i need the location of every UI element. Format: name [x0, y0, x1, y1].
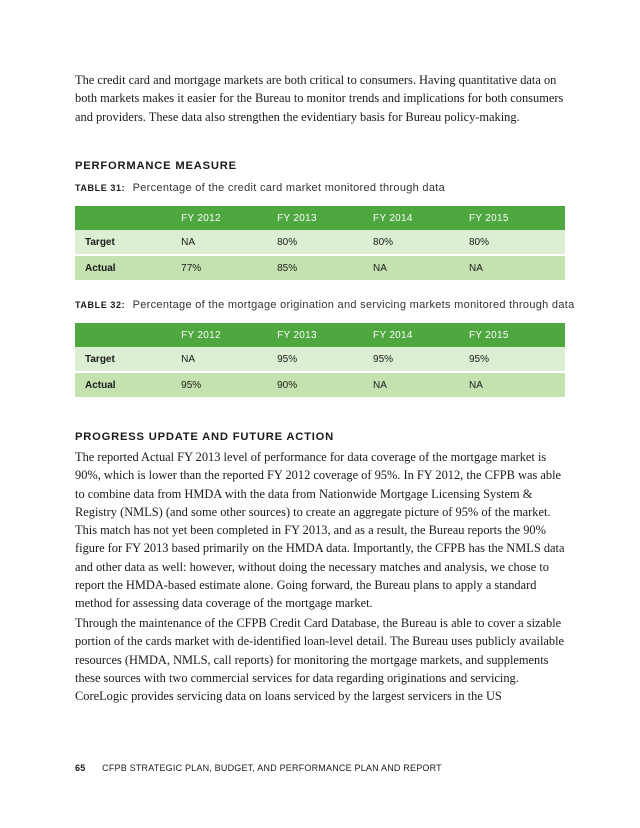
table-cell: 95%: [277, 347, 373, 372]
table31-label: TABLE 31:: [75, 183, 126, 193]
page-number: 65: [75, 763, 86, 773]
table31-header-cell: FY 2013: [277, 206, 373, 230]
table32-header-cell: FY 2012: [181, 323, 277, 347]
table32-label: TABLE 32:: [75, 300, 126, 310]
table32: [75, 323, 565, 397]
table31-header-cell: FY 2015: [469, 206, 565, 230]
table-cell: 77%: [181, 255, 277, 280]
row-label: Target: [75, 230, 181, 255]
row-label: Target: [75, 347, 181, 372]
row-label: Actual: [75, 255, 181, 280]
table31-caption-text: Percentage of the credit card market monitored through data: [132, 182, 446, 194]
row-label: Actual: [75, 372, 181, 397]
table-cell: NA: [181, 347, 277, 372]
table-cell: 80%: [277, 230, 373, 255]
table-cell: NA: [469, 372, 565, 397]
table32-header-cell: FY 2013: [277, 323, 373, 347]
table-cell: 95%: [373, 347, 469, 372]
table-cell: 80%: [469, 230, 565, 255]
progress-paragraph-1: The reported Actual FY 2013 level of performance for data coverage of the mortgage market is 90%, which is lower than the reported FY 2012 coverage of 95%. In FY 2012, the CFPB was able to combine data from HMDA with the data from Nationwide Mortgage Licensing System & Registry (NMLS) (and some other sources) to create an aggregate picture of 95% of the market. This match has not yet been completed in FY 2013, and as a result, the Bureau reports the 90% figure for FY 2013 based primarily on the HMDA data. Importantly, the CFPB has the NMLS data and other data as well: however, without doing the necessary matches and analysis, we chose to report the HMDA-based estimate alone. Going forward, the Bureau plans to apply a standard method for assessing data coverage of the mortgage market.: [75, 450, 565, 611]
table31-header-cell: FY 2014: [373, 206, 469, 230]
progress-paragraph-2: Through the maintenance of the CFPB Credit Card Database, the Bureau is able to cover a sizable portion of the cards market with de-identified loan-level detail. The Bureau uses publicly available resources (HMDA, NMLS, call reports) for monitoring the mortgage markets, and supplements these sources with two commercial services for data regarding originations and servicing. CoreLogic provides servicing data on loans serviced by the largest servicers in the US: [75, 616, 565, 704]
table-cell: 95%: [469, 347, 565, 372]
table31-caption: [75, 182, 445, 194]
table-cell: 85%: [277, 255, 373, 280]
page-footer: [75, 763, 442, 773]
table32-header-blank: [75, 323, 181, 347]
table-row: [75, 347, 565, 372]
performance-measure-heading: PERFORMANCE MEASURE: [75, 160, 237, 172]
table-cell: 80%: [373, 230, 469, 255]
table-row: [75, 230, 565, 255]
table-cell: NA: [373, 255, 469, 280]
table31: [75, 206, 565, 280]
table-cell: NA: [181, 230, 277, 255]
table-cell: NA: [469, 255, 565, 280]
footer-title: CFPB STRATEGIC PLAN, BUDGET, AND PERFORMANCE PLAN AND REPORT: [102, 763, 442, 773]
table32-caption: [75, 299, 575, 311]
table32-header-row: [75, 323, 565, 347]
table-row: [75, 255, 565, 280]
table32-caption-text: Percentage of the mortgage origination and servicing markets monitored through data: [132, 299, 575, 311]
table31-header-cell: FY 2012: [181, 206, 277, 230]
progress-update-heading: PROGRESS UPDATE AND FUTURE ACTION: [75, 431, 335, 443]
intro-paragraph: The credit card and mortgage markets are both critical to consumers. Having quantitative data on both markets makes it easier for the Bureau to monitor trends and implications for both consumers and providers. These data also strengthen the evidentiary basis for Bureau policy-making.: [75, 73, 564, 124]
table-cell: NA: [373, 372, 469, 397]
table31-header-row: [75, 206, 565, 230]
table-row: [75, 372, 565, 397]
table32-header-cell: FY 2015: [469, 323, 565, 347]
table31-header-blank: [75, 206, 181, 230]
table32-header-cell: FY 2014: [373, 323, 469, 347]
table-cell: 95%: [181, 372, 277, 397]
table-cell: 90%: [277, 372, 373, 397]
